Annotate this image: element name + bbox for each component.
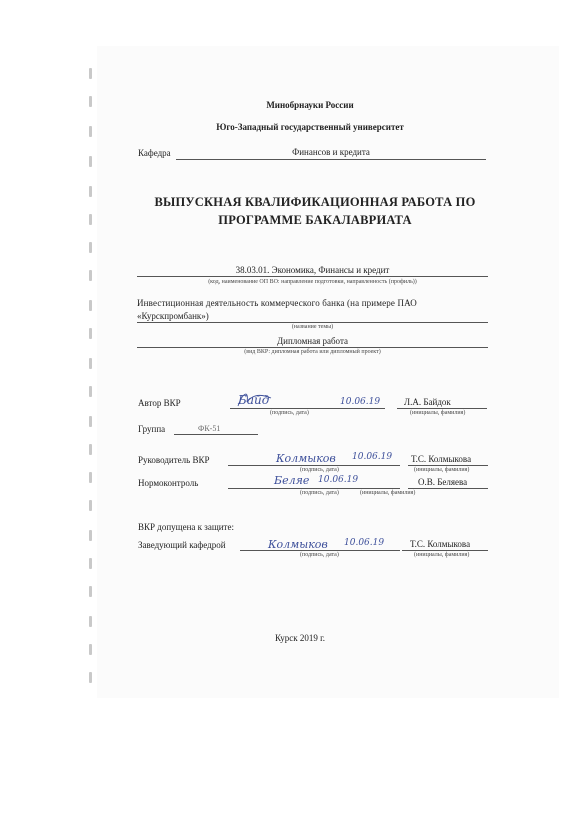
- program-line: [137, 276, 488, 277]
- supervisor-name-line: [408, 465, 488, 466]
- normcontrol-signature-line: [228, 488, 400, 489]
- topic-caption: (название темы): [291, 324, 334, 330]
- author-name: Л.А. Байдок: [404, 397, 451, 407]
- supervisor-sign-date: 10.06.19: [352, 452, 393, 462]
- normcontrol-name-line: [408, 488, 488, 489]
- supervisor-name: Т.С. Колмыкова: [411, 454, 472, 464]
- normcontrol-sign-date: 10.06.19: [318, 475, 359, 485]
- admission-text: ВКР допущена к защите:: [138, 522, 234, 532]
- department-value: Финансов и кредита: [292, 147, 370, 157]
- head-name: Т.С. Колмыкова: [410, 539, 471, 549]
- document-title-line1: ВЫПУСКНАЯ КВАЛИФИКАЦИОННАЯ РАБОТА ПО: [154, 195, 476, 209]
- supervisor-label: Руководитель ВКР: [138, 455, 210, 465]
- author-signature: Байд: [238, 393, 270, 407]
- program-caption: (код, наименование ОП ВО: направление подготовки, направленность (профиль)): [208, 279, 417, 285]
- work-type-line: [137, 347, 488, 348]
- group-line: [174, 434, 258, 435]
- author-sign-date: 10.06.19: [340, 397, 381, 407]
- topic-line1: Инвестиционная деятельность коммерческого банка (на примере ПАО: [137, 298, 417, 308]
- head-of-department-label: Заведующий кафедрой: [138, 540, 226, 550]
- normcontrol-sig-caption: (подпись, дата): [300, 490, 339, 496]
- author-label: Автор ВКР: [138, 398, 181, 408]
- head-name-caption: (инициалы, фамилия): [414, 552, 470, 558]
- university-name: Юго-Западный государственный университет: [216, 122, 404, 132]
- city-year: Курск 2019 г.: [274, 633, 326, 643]
- topic-line2: «Курскпромбанк»): [137, 311, 209, 321]
- topic-line: [137, 322, 488, 323]
- head-sign-date: 10.06.19: [344, 538, 385, 548]
- ministry-name: Минобрнауки России: [266, 100, 354, 110]
- department-line: [176, 159, 486, 160]
- normcontrol-label: Нормоконтроль: [138, 478, 199, 488]
- supervisor-signature-line: [228, 465, 400, 466]
- work-type-caption: (вид ВКР: дипломная работа или дипломный проект): [244, 349, 381, 355]
- group-label: Группа: [138, 424, 166, 434]
- head-sig-caption: (подпись, дата): [300, 552, 339, 558]
- supervisor-signature: Колмыков: [276, 452, 336, 465]
- supervisor-name-caption: (инициалы, фамилия): [414, 467, 470, 473]
- program-value: 38.03.01. Экономика, Финансы и кредит: [235, 265, 390, 275]
- group-value: ФК-51: [198, 424, 221, 433]
- work-type-value: Дипломная работа: [277, 336, 348, 346]
- department-label: Кафедра: [138, 148, 171, 158]
- author-name-caption: (инициалы, фамилия): [410, 410, 466, 416]
- normcontrol-signature: Беляе: [274, 474, 310, 487]
- author-sig-caption: (подпись, дата): [270, 410, 309, 416]
- author-name-line: [397, 408, 487, 409]
- author-signature-stroke: [235, 388, 275, 410]
- normcontrol-name: О.В. Беляева: [418, 477, 468, 487]
- head-name-line: [402, 550, 488, 551]
- head-signature: Колмыков: [268, 538, 328, 551]
- supervisor-sig-caption: (подпись, дата): [300, 467, 339, 473]
- document-title-line2: ПРОГРАММЕ БАКАЛАВРИАТА: [218, 213, 412, 227]
- title-page: [97, 46, 559, 698]
- normcontrol-name-caption: (инициалы, фамилия): [360, 490, 416, 496]
